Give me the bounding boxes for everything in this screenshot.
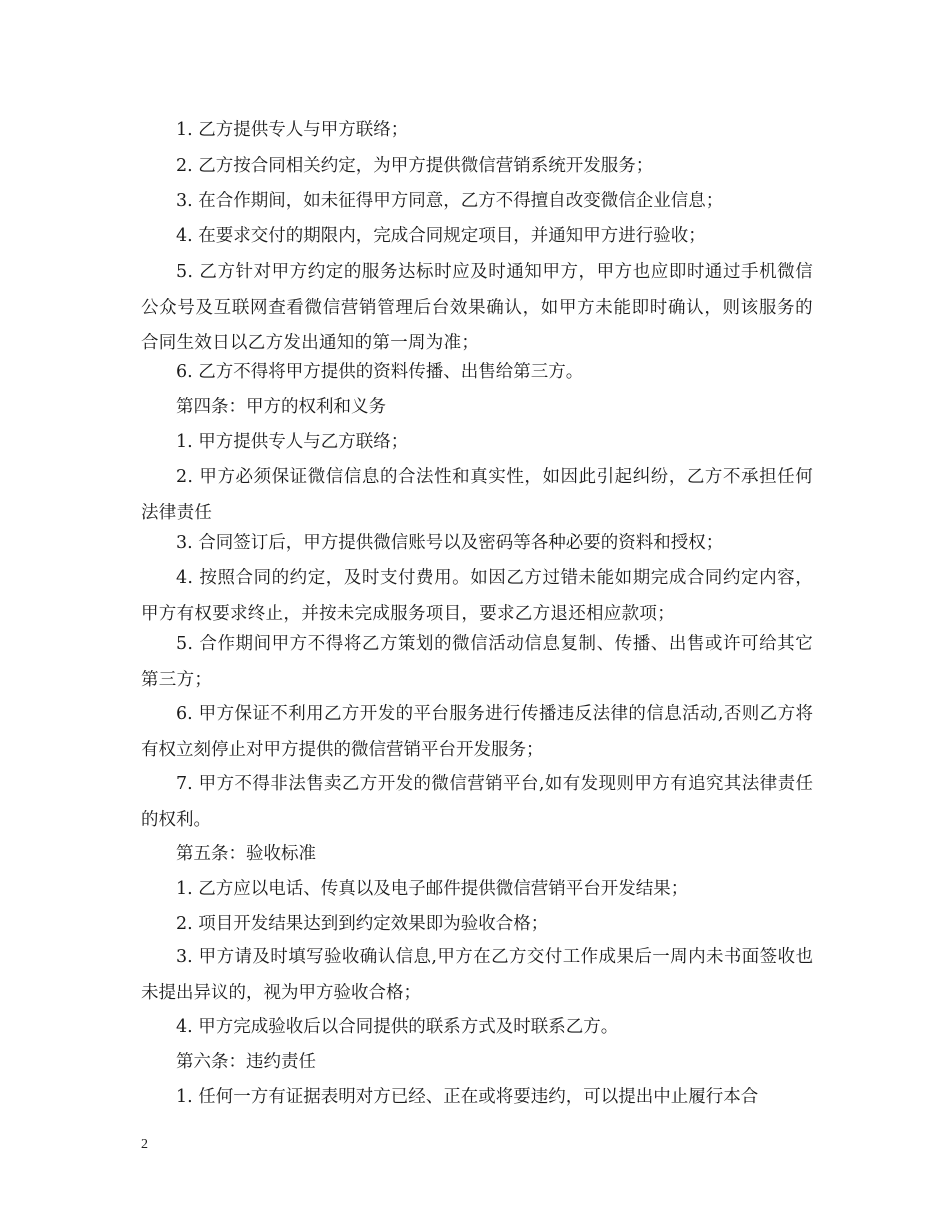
paragraph: 1. 甲方提供专人与乙方联络； [176,432,409,452]
paragraph: 6. 乙方不得将甲方提供的资料传播、出售给第三方。 [176,362,584,382]
paragraph: 5. 合作期间甲方不得将乙方策划的微信活动信息复制、传播、出售或许可给其它第三方； [141,634,813,690]
section-heading: 第四条：甲方的权利和义务 [176,397,386,417]
paragraph: 4. 按照合同的约定，及时支付费用。如因乙方过错未能如期完成合同约定内容，甲方有权要求终止，并按未完成服务项目，要求乙方退还相应款项； [141,568,813,624]
paragraph: 5. 乙方针对甲方约定的服务达标时应及时通知甲方，甲方也应即时通过手机微信公众号及互联网查看微信营销管理后台效果确认，如甲方未能即时确认，则该服务的合同生效日以乙方发出通知的第一周为准； [141,262,813,353]
paragraph: 2. 甲方必须保证微信信息的合法性和真实性，如因此引起纠纷，乙方不承担任何法律责任 [141,467,813,523]
paragraph: 7. 甲方不得非法售卖乙方开发的微信营销平台,如有发现则甲方有追究其法律责任的权利。 [141,774,813,830]
paragraph: 1. 任何一方有证据表明对方已经、正在或将要违约，可以提出中止履行本合 [176,1087,759,1107]
paragraph: 3. 甲方请及时填写验收确认信息,甲方在乙方交付工作成果后一周内未书面签收也未提出异议的，视为甲方验收合格； [141,947,813,1003]
paragraph: 1. 乙方应以电话、传真以及电子邮件提供微信营销平台开发结果； [176,879,689,899]
paragraph: 2. 项目开发结果达到到约定效果即为验收合格； [176,914,549,934]
paragraph: 4. 甲方完成验收后以合同提供的联系方式及时联系乙方。 [176,1017,619,1037]
section-heading: 第六条：违约责任 [176,1052,316,1072]
paragraph: 3. 合同签订后，甲方提供微信账号以及密码等各种必要的资料和授权； [176,533,724,553]
paragraph: 6. 甲方保证不利用乙方开发的平台服务进行传播违反法律的信息活动,否则乙方将有权立刻停止对甲方提供的微信营销平台开发服务； [141,704,813,760]
paragraph: 4. 在要求交付的期限内，完成合同规定项目，并通知甲方进行验收； [176,226,706,246]
section-heading: 第五条：验收标准 [176,844,316,864]
paragraph: 1. 乙方提供专人与甲方联络； [176,120,409,140]
paragraph: 2. 乙方按合同相关约定，为甲方提供微信营销系统开发服务； [176,156,654,176]
page-number: 2 [141,1137,148,1152]
paragraph: 3. 在合作期间，如未征得甲方同意，乙方不得擅自改变微信企业信息； [176,191,724,211]
